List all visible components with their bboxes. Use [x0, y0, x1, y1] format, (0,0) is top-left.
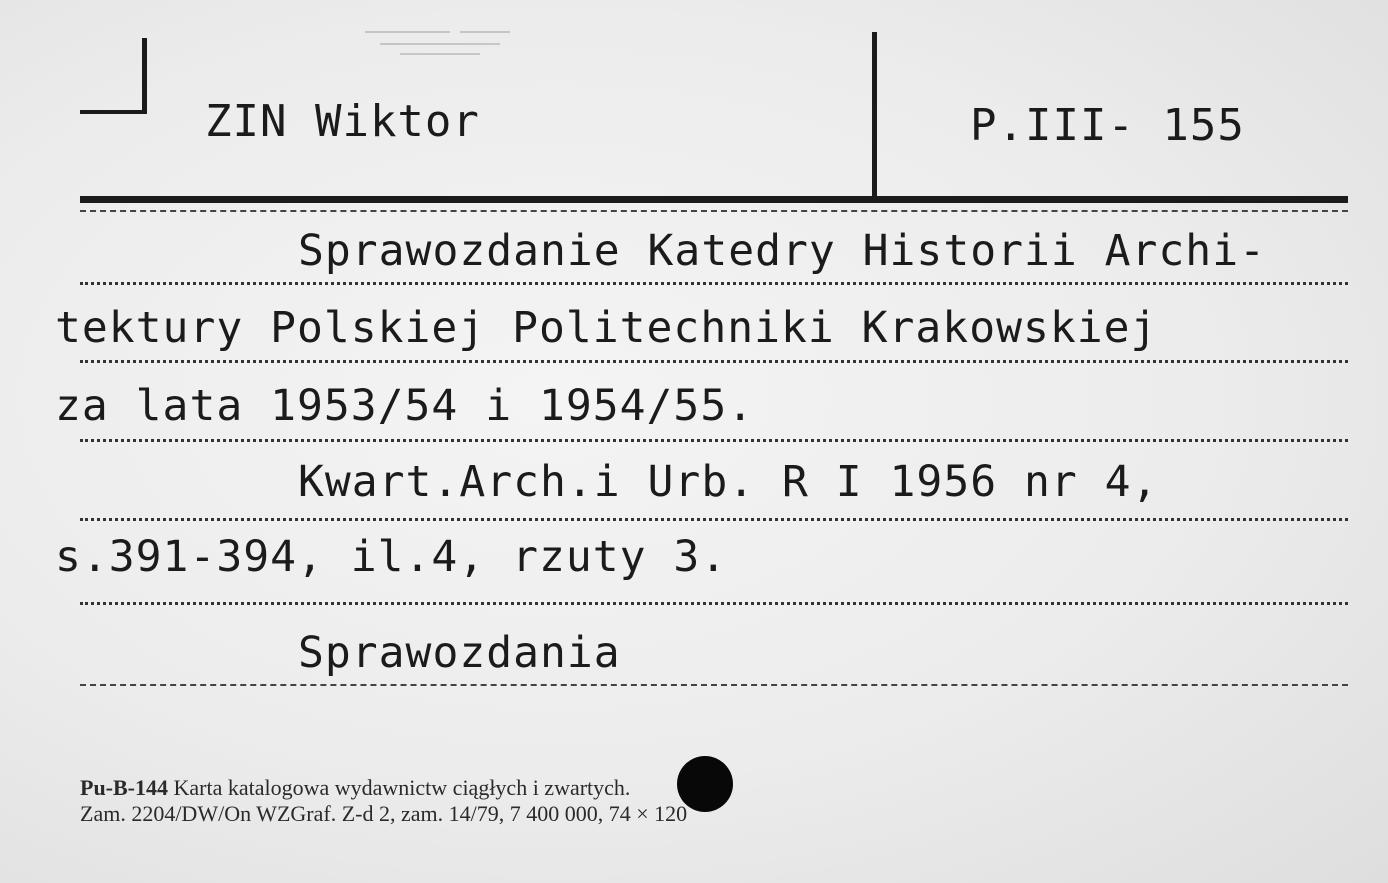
body-line-4: Kwart.Arch.i Urb. R I 1956 nr 4, [298, 457, 1159, 507]
ruled-line-2 [80, 360, 1348, 363]
ruled-line-4 [80, 518, 1348, 521]
body-line-2: tektury Polskiej Politechniki Krakowskiej [55, 303, 1158, 353]
heading-divider [872, 32, 877, 197]
heading-rule-secondary [80, 210, 1348, 212]
ruled-line-5 [80, 602, 1348, 605]
body-line-1: Sprawozdanie Katedry Historii Archi- [298, 226, 1266, 276]
corner-mark-vertical [142, 38, 147, 114]
ruled-line-1 [80, 282, 1348, 285]
footer-line-2: Zam. 2204/DW/On WZGraf. Z-d 2, zam. 14/79, 7 400 000, 74 × 120 [80, 801, 688, 826]
body-line-3: za lata 1953/54 i 1954/55. [55, 381, 755, 431]
subject-heading: Sprawozdania [298, 628, 621, 678]
ruled-line-6 [80, 684, 1348, 686]
body-line-5: s.391-394, il.4, rzuty 3. [55, 532, 728, 582]
ruled-line-3 [80, 439, 1348, 442]
form-description: Karta katalogowa wydawnictw ciągłych i zwartych. [173, 775, 631, 800]
form-code: Pu-B-144 [80, 775, 168, 800]
heading-rule [80, 196, 1348, 203]
corner-mark-horizontal [80, 110, 146, 114]
smudge-mark [360, 22, 520, 62]
footer-line-1 [80, 775, 630, 801]
shelfmark: P.III- 155 [970, 100, 1245, 151]
punch-hole [677, 756, 733, 812]
author-heading: ZIN Wiktor [205, 96, 480, 147]
